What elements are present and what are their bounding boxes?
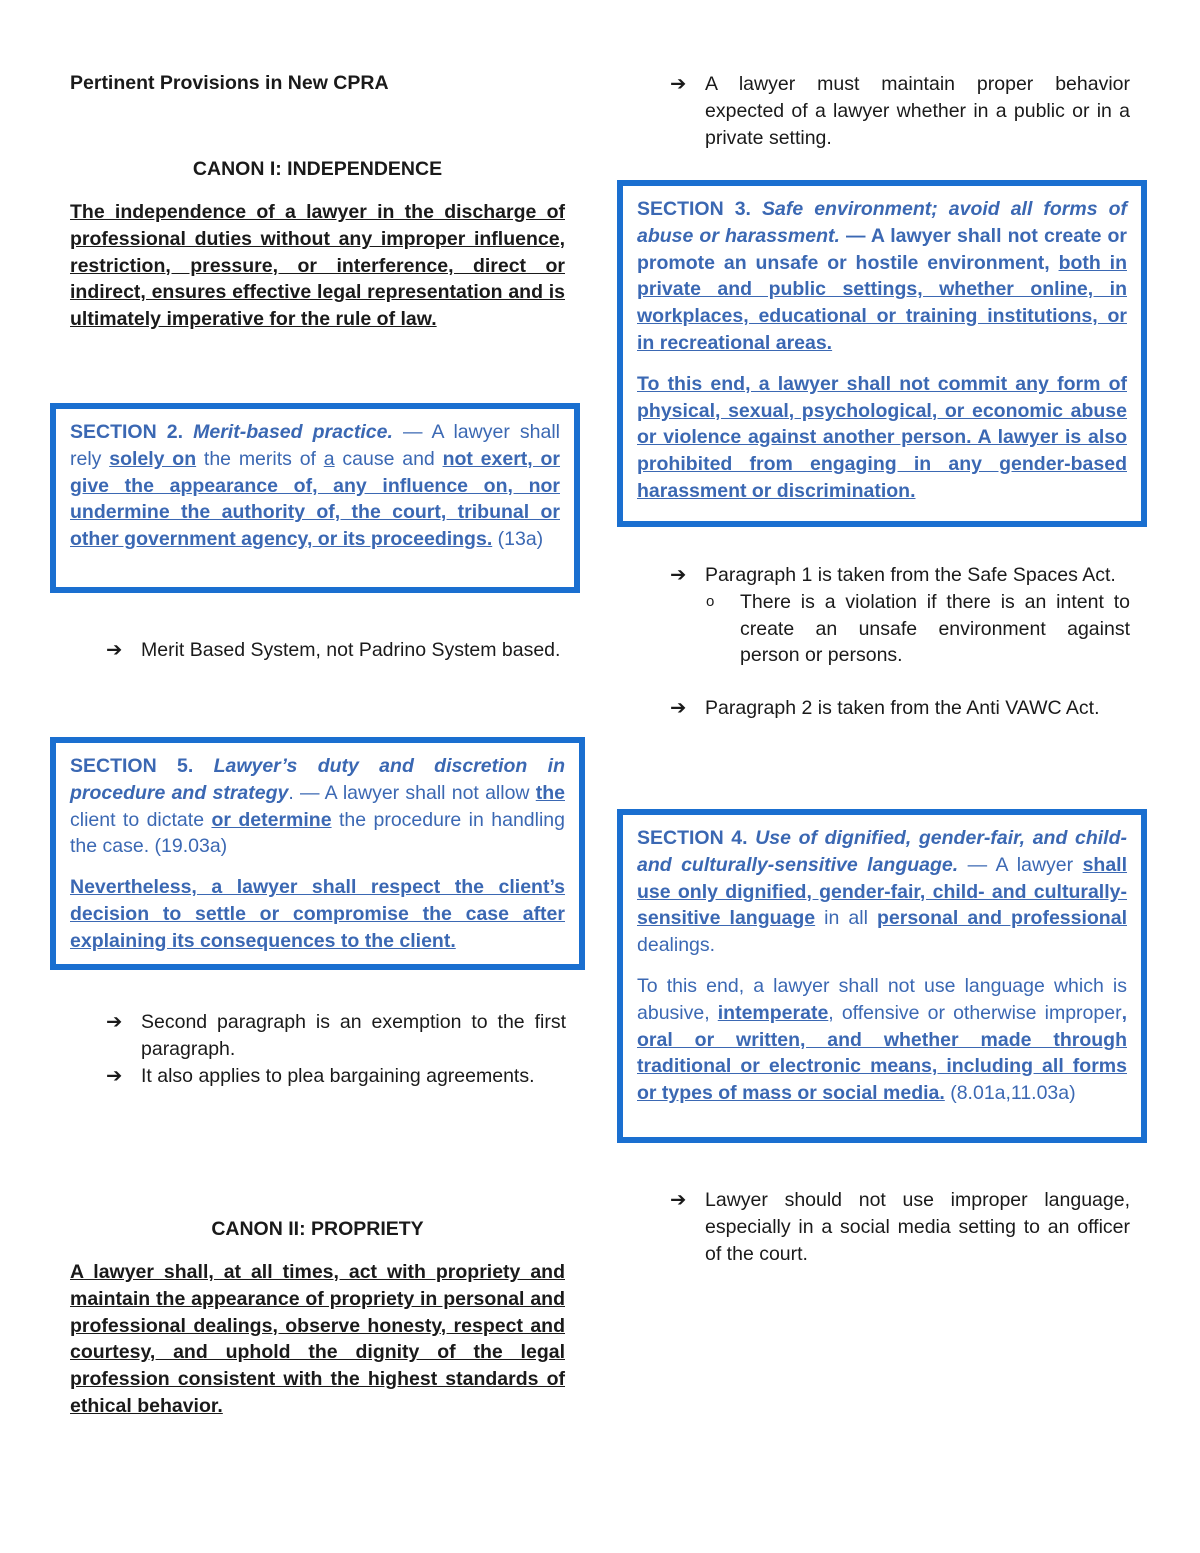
section-4-text: SECTION 4. Use of dignified, gender-fair, and child- and culturally-sensitive language. — A lawyer shall use only dignified, gender-fair, child- and culturally-sensitive language in all personal and professional dealings.: [637, 827, 1128, 957]
section-3-text: SECTION 3. Safe environment; avoid all forms of abuse or harassment. — A lawyer shall not create or promote an unsafe or hostile environment, both in private and public settings, whether online, in workplaces, educational or training institutions, or in recreational areas.: [637, 198, 1128, 354]
canon-2-text: A lawyer shall, at all times, act with propriety and maintain the appearance of propriety in personal and professional dealings, observe honesty, respect and courtesy, and uphold the dignity of the legal profession consistent with the highest standards of ethical behavior.: [70, 1261, 565, 1417]
section-5-text: SECTION 5. Lawyer’s duty and discretion in procedure and strategy. — A lawyer shall not allow the client to dictate or determine the procedure in handling the case. (19.03a): [70, 755, 565, 858]
section-2-title: Merit-based practice.: [193, 421, 393, 443]
notes-section-3: ➔ Paragraph 1 is taken from the Safe Spaces Act. o There is a violation if there is an intent to create an unsafe environment against person or persons. ➔ Paragraph 2 is taken from the Anti VAWC Act.: [670, 562, 1130, 722]
bullet-icon: o: [706, 592, 715, 610]
section-2-label: SECTION 2.: [70, 421, 184, 443]
note-merit: ➔ Merit Based System, not Padrino System based.: [106, 637, 566, 664]
arrow-icon: ➔: [670, 73, 687, 95]
arrow-icon: ➔: [106, 1011, 123, 1033]
section-4-para-2: To this end, a lawyer shall not use language which is abusive, intemperate, offensive or otherwise improper, oral or written, and whether made through traditional or electronic means, including all forms or types of mass or social media. (8.01a,11.03a): [637, 974, 1127, 1105]
section-3-title: Safe environment; avoid all forms of abuse or harassment.: [637, 198, 1128, 247]
arrow-icon: ➔: [106, 1064, 123, 1087]
notes-section-5: ➔ Second paragraph is an exemption to the first paragraph. ➔ It also applies to plea bargaining agreements.: [106, 1009, 566, 1089]
section-4-box: [617, 809, 1147, 1143]
section-4-title: Use of dignified, gender-fair, and child- and culturally-sensitive language.: [637, 827, 1127, 876]
section-4-label: SECTION 4.: [637, 827, 748, 849]
section-5-label: SECTION 5.: [70, 755, 194, 777]
section-3-box: [617, 180, 1147, 527]
canon-1-heading: CANON I: INDEPENDENCE: [192, 158, 443, 180]
section-3-para-2: To this end, a lawyer shall not commit any form of physical, sexual, psychological, or economic abuse or violence against another person. A lawyer is also prohibited from engaging in any gender-based harassment or discrimination.: [637, 372, 1127, 502]
section-5-title: Lawyer’s duty and discretion in procedure and strategy: [70, 755, 565, 804]
section-5-box: [50, 737, 585, 970]
section-2-text: SECTION 2. Merit-based practice. — A lawyer shall rely solely on the merits of a cause and not exert, or give the appearance of, any influence on, nor undermine the authority of, the court, tribunal or other government agency, or its proceedings. (13a): [70, 421, 560, 551]
canon-2-heading: CANON II: PROPRIETY: [211, 1218, 424, 1240]
arrow-icon: ➔: [106, 639, 123, 661]
canon-1-text: The independence of a lawyer in the discharge of professional duties without any improper influence, restriction, pressure, or interference, direct or indirect, ensures effective legal representation and is ultimately imperative for the rule of law.: [70, 201, 565, 331]
section-2-box: [50, 403, 580, 593]
section-5-para-2: Nevertheless, a lawyer shall respect the client’s decision to settle or compromise the case after explaining its consequences to the client.: [70, 876, 565, 952]
note-behavior: ➔ A lawyer must maintain proper behavior expected of a lawyer whether in a public or in a private setting.: [670, 73, 1130, 149]
arrow-icon: ➔: [670, 1189, 687, 1211]
arrow-icon: ➔: [670, 697, 687, 720]
arrow-icon: ➔: [670, 564, 687, 586]
note-language: ➔ Lawyer should not use improper language, especially in a social media setting to an officer of the court.: [670, 1189, 1130, 1265]
page-title: Pertinent Provisions in New CPRA: [70, 72, 389, 94]
section-3-label: SECTION 3.: [637, 198, 751, 220]
